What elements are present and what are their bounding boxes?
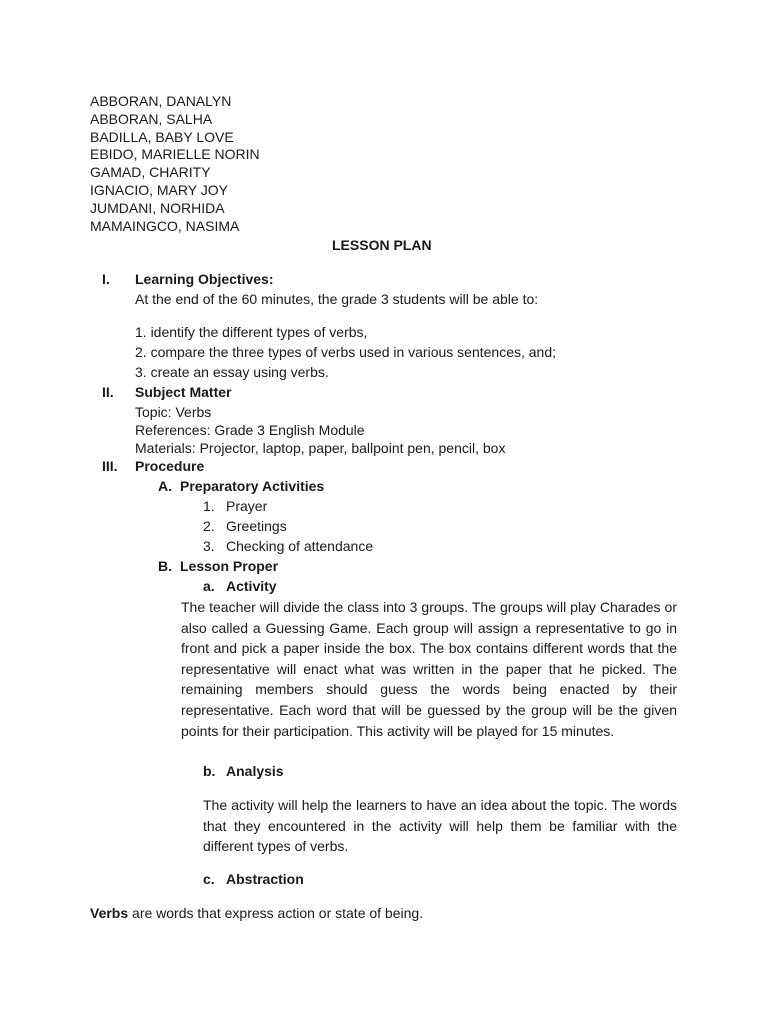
author-list: [90, 93, 260, 235]
analysis-paragraph: The activity will help the learners to have an idea about the topic. The words that they encountered in the activity will help them be familiar with the different types of verbs.: [203, 797, 677, 855]
section-number: II.: [102, 384, 114, 400]
list-item: Prayer: [226, 498, 268, 514]
part-label: c.: [203, 871, 215, 887]
subject-topic: Topic: Verbs: [135, 404, 212, 420]
subject-materials: Materials: Projector, laptop, paper, ballpoint pen, pencil, box: [135, 440, 506, 456]
subsection-heading: Lesson Proper: [180, 558, 279, 574]
objectives-intro: At the end of the 60 minutes, the grade 3 students will be able to:: [135, 291, 539, 307]
part-label: a.: [203, 578, 215, 594]
subsection-label: B.: [158, 558, 172, 574]
objective-item: 3. create an essay using verbs.: [135, 364, 329, 380]
list-number: 1.: [203, 498, 215, 514]
section-heading: Learning Objectives:: [135, 271, 274, 287]
part-heading: Analysis: [226, 763, 284, 779]
section-heading: Procedure: [135, 458, 205, 474]
subsection-heading: Preparatory Activities: [180, 478, 325, 494]
author-name: BADILLA, BABY LOVE: [90, 128, 234, 145]
definition-text: are words that express action or state of being.: [128, 905, 424, 921]
list-item: Checking of attendance: [226, 538, 374, 554]
author-name: JUMDANI, NORHIDA: [90, 199, 225, 216]
section-number: I.: [102, 271, 110, 287]
list-number: 2.: [203, 518, 215, 534]
activity-paragraph: The teacher will divide the class into 3 groups. The groups will play Charades or also called a Guessing Game. Each group will assign a representative to go in front and pick a paper inside the box. The box contains different words that the representative will enact what was written in the paper that he picked. The remaining members should guess the words being enacted by their representative. Each word that will be guessed by the group will be the given points for their participation. This activity will be played for 15 minutes.: [181, 599, 677, 739]
author-name: MAMAINGCO, NASIMA: [90, 217, 240, 234]
part-label: b.: [203, 763, 216, 779]
document-title: LESSON PLAN: [332, 237, 432, 253]
author-name: ABBORAN, SALHA: [90, 110, 213, 127]
subject-references: References: Grade 3 English Module: [135, 422, 365, 438]
author-name: ABBORAN, DANALYN: [90, 93, 232, 109]
part-heading: Activity: [226, 578, 277, 594]
definition: [90, 904, 423, 922]
objective-item: 1. identify the different types of verbs,: [135, 324, 368, 340]
author-name: IGNACIO, MARY JOY: [90, 181, 228, 198]
part-heading: Abstraction: [226, 871, 304, 887]
list-number: 3.: [203, 538, 215, 554]
subsection-label: A.: [158, 478, 172, 494]
author-name: GAMAD, CHARITY: [90, 164, 211, 181]
list-item: Greetings: [226, 518, 287, 534]
objective-item: 2. compare the three types of verbs used in various sentences, and;: [135, 344, 557, 360]
section-heading: Subject Matter: [135, 384, 232, 400]
author-name: EBIDO, MARIELLE NORIN: [90, 146, 260, 163]
definition-term: Verbs: [90, 905, 129, 921]
section-number: III.: [102, 458, 118, 474]
